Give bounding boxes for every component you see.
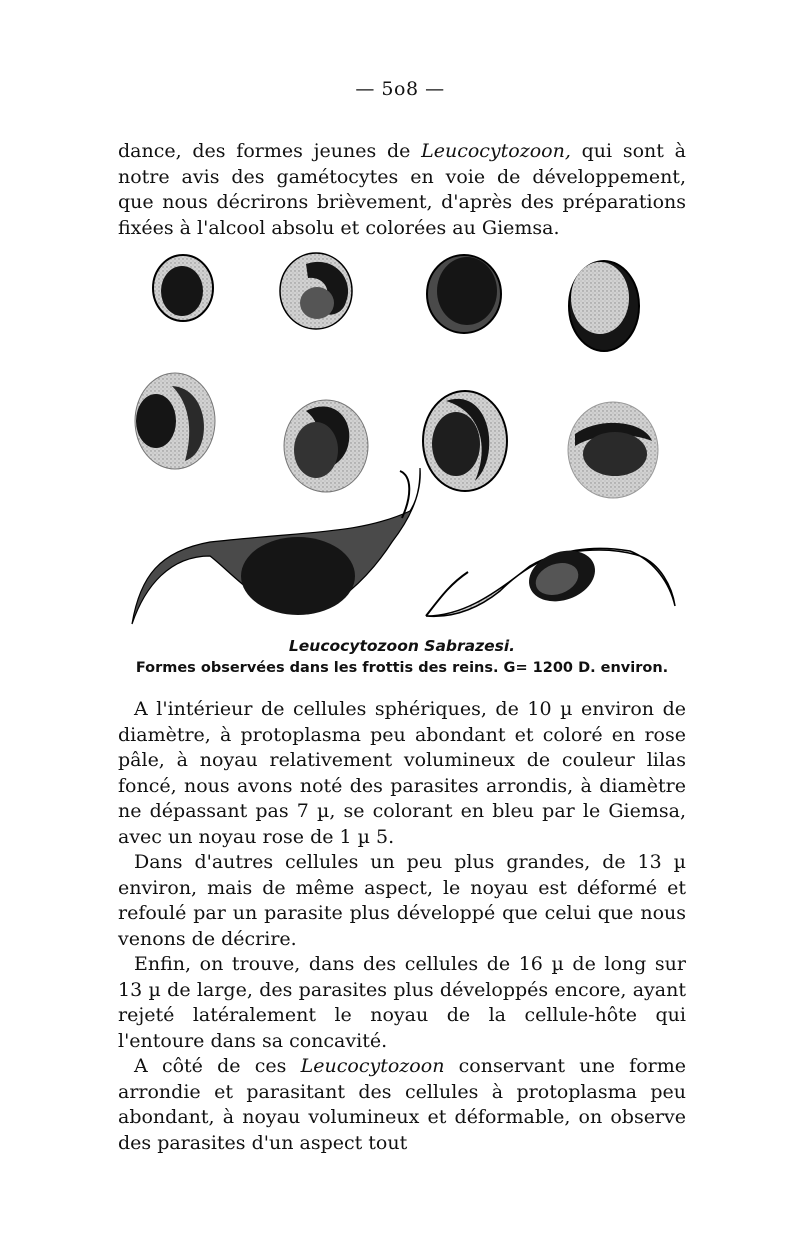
elongated-form-right	[426, 542, 675, 617]
p4-text-before: A côté de ces	[134, 1055, 301, 1077]
body-text	[118, 697, 686, 1156]
p4-text-italic: Leucocytozoon	[300, 1055, 445, 1077]
intro-text-italic: Leucocytozoon,	[421, 140, 571, 162]
cell-1	[153, 255, 213, 321]
figure-caption-title: Leucocytozoon Sabrazesi.	[288, 637, 516, 655]
figure-caption-subtitle: Formes observées dans les frottis des reins. G= 1200 D. environ.	[135, 660, 669, 676]
cell-8	[568, 402, 658, 498]
intro-text-before: dance, des formes jeunes de	[118, 140, 422, 162]
cell-7	[423, 391, 507, 491]
parasite-figure	[130, 246, 690, 636]
body-paragraph-4	[118, 1054, 686, 1156]
parasite-illustration	[130, 246, 690, 636]
body-paragraph-2: Dans d'autres cellules un peu plus grandes, de 13 µ environ, mais de même aspect, le noyau est déformé et refoulé par un parasite plus développé que celui que nous venons de décrire.	[118, 851, 686, 950]
elongated-form-left	[132, 468, 420, 624]
intro-paragraph	[118, 120, 686, 260]
intro-text-after: qui sont à notre avis des gamétocytes en voie de développement, que nous décrirons brièvement, d'après des préparations fixées à l'alcool absolu et colorées au Giemsa.	[118, 140, 686, 239]
cell-2	[280, 253, 352, 329]
body-paragraph-3: Enfin, on trouve, dans des cellules de 16 µ de long sur 13 µ de large, des parasites plus développés encore, ayant rejeté latéralement le noyau de la cellule-hôte qui l'entoure dans sa concavité.	[118, 953, 686, 1052]
cell-5	[135, 373, 215, 469]
cell-3	[427, 255, 501, 333]
p4-text-after: conservant une forme arrondie et parasitant des cellules à protoplasma peu abondant, à noyau volumineux et déformable, on observe des parasites d'un aspect tout	[118, 1055, 686, 1154]
page-number: — 5o8 —	[355, 78, 445, 100]
cell-4	[569, 261, 639, 351]
body-paragraph-1: A l'intérieur de cellules sphériques, de 10 µ environ de diamètre, à protoplasma peu abondant et coloré en rose pâle, à noyau relativement volumineux de couleur lilas foncé, nous avons noté des parasites arrondis, à diamètre ne dépassant pas 7 µ, se colorant en bleu par le Giemsa, avec un noyau rose de 1 µ 5.	[118, 698, 686, 848]
cell-6	[284, 400, 368, 492]
